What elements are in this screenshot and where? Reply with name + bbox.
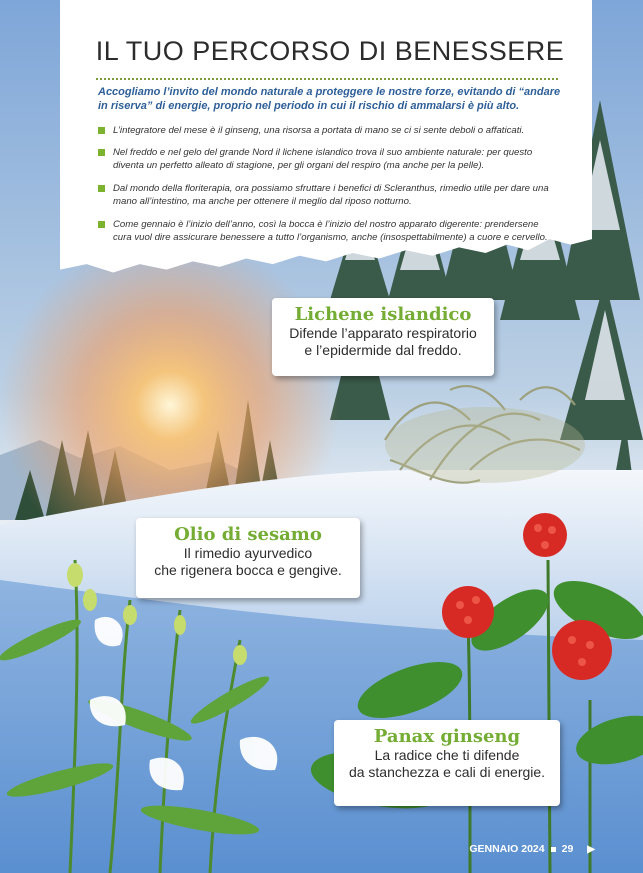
page-number: 29 (561, 843, 574, 855)
bullet-text: Nel freddo e nel gelo del grande Nord il lichene islandico trova il suo ambiente naturale: per questo diventa un perfetto alleato di stagione, per gli organi del respiro (ma anche per la pelle). (113, 147, 533, 172)
page-footer (469, 843, 595, 855)
callout-title: Olio di sesamo (174, 524, 322, 545)
callout-olio-di-sesamo (136, 518, 360, 598)
bullet-scleranthus (98, 182, 558, 209)
bullet-bocca (98, 218, 558, 245)
green-square-bullet-icon (98, 185, 105, 192)
green-square-bullet-icon (98, 221, 105, 228)
separator-square-icon (551, 847, 556, 852)
bullet-text: L’integratore del mese è il ginseng, una risorsa a portata di mano se ci si sente deboli o affaticati. (113, 125, 525, 136)
next-page-arrow-icon: ▶ (587, 843, 595, 855)
callout-panax-ginseng (334, 720, 560, 806)
bullet-ginseng (98, 124, 558, 137)
callout-text-line: Il rimedio ayurvedico (183, 545, 313, 561)
callout-text-line: Difende l’apparato respiratorio (289, 325, 477, 341)
callout-lichene-islandico (272, 298, 494, 376)
bullet-lichene (98, 146, 558, 173)
callout-text-line: da stanchezza e cali di energie. (348, 764, 546, 780)
intro-text: Accogliamo l’invito del mondo naturale a proteggere le nostre forze, evitando di “andare in riserva” di energie, proprio nel periodo in cui il rischio di ammalarsi è più alto. (98, 86, 561, 112)
callout-text-line: e l’epidermide dal freddo. (304, 342, 462, 358)
callout-title: Panax ginseng (373, 726, 521, 747)
callout-text-line: che rigenera bocca e gengive. (154, 562, 342, 578)
page-title: IL TUO PERCORSO DI BENESSERE (95, 36, 565, 66)
title-divider (96, 78, 558, 80)
bullet-text: Come gennaio è l’inizio dell’anno, così la bocca è l’inizio del nostro apparato digerente: prendersene cura vuol dire assicurare benessere a tutto l’organismo, anche (insospettabilmente) a cuore e cervello. (113, 219, 548, 244)
issue-date: GENNAIO 2024 (469, 843, 545, 855)
callout-title: Lichene islandico (294, 304, 472, 325)
green-square-bullet-icon (98, 127, 105, 134)
bullet-text: Dal mondo della floriterapia, ora possiamo sfruttare i benefici di Scleranthus, rimedio utile per dare una mano all’intestino, ma anche per ottenere il meglio dal riposo notturno. (113, 183, 549, 208)
green-square-bullet-icon (98, 149, 105, 156)
callout-text-line: La radice che ti difende (374, 747, 520, 763)
